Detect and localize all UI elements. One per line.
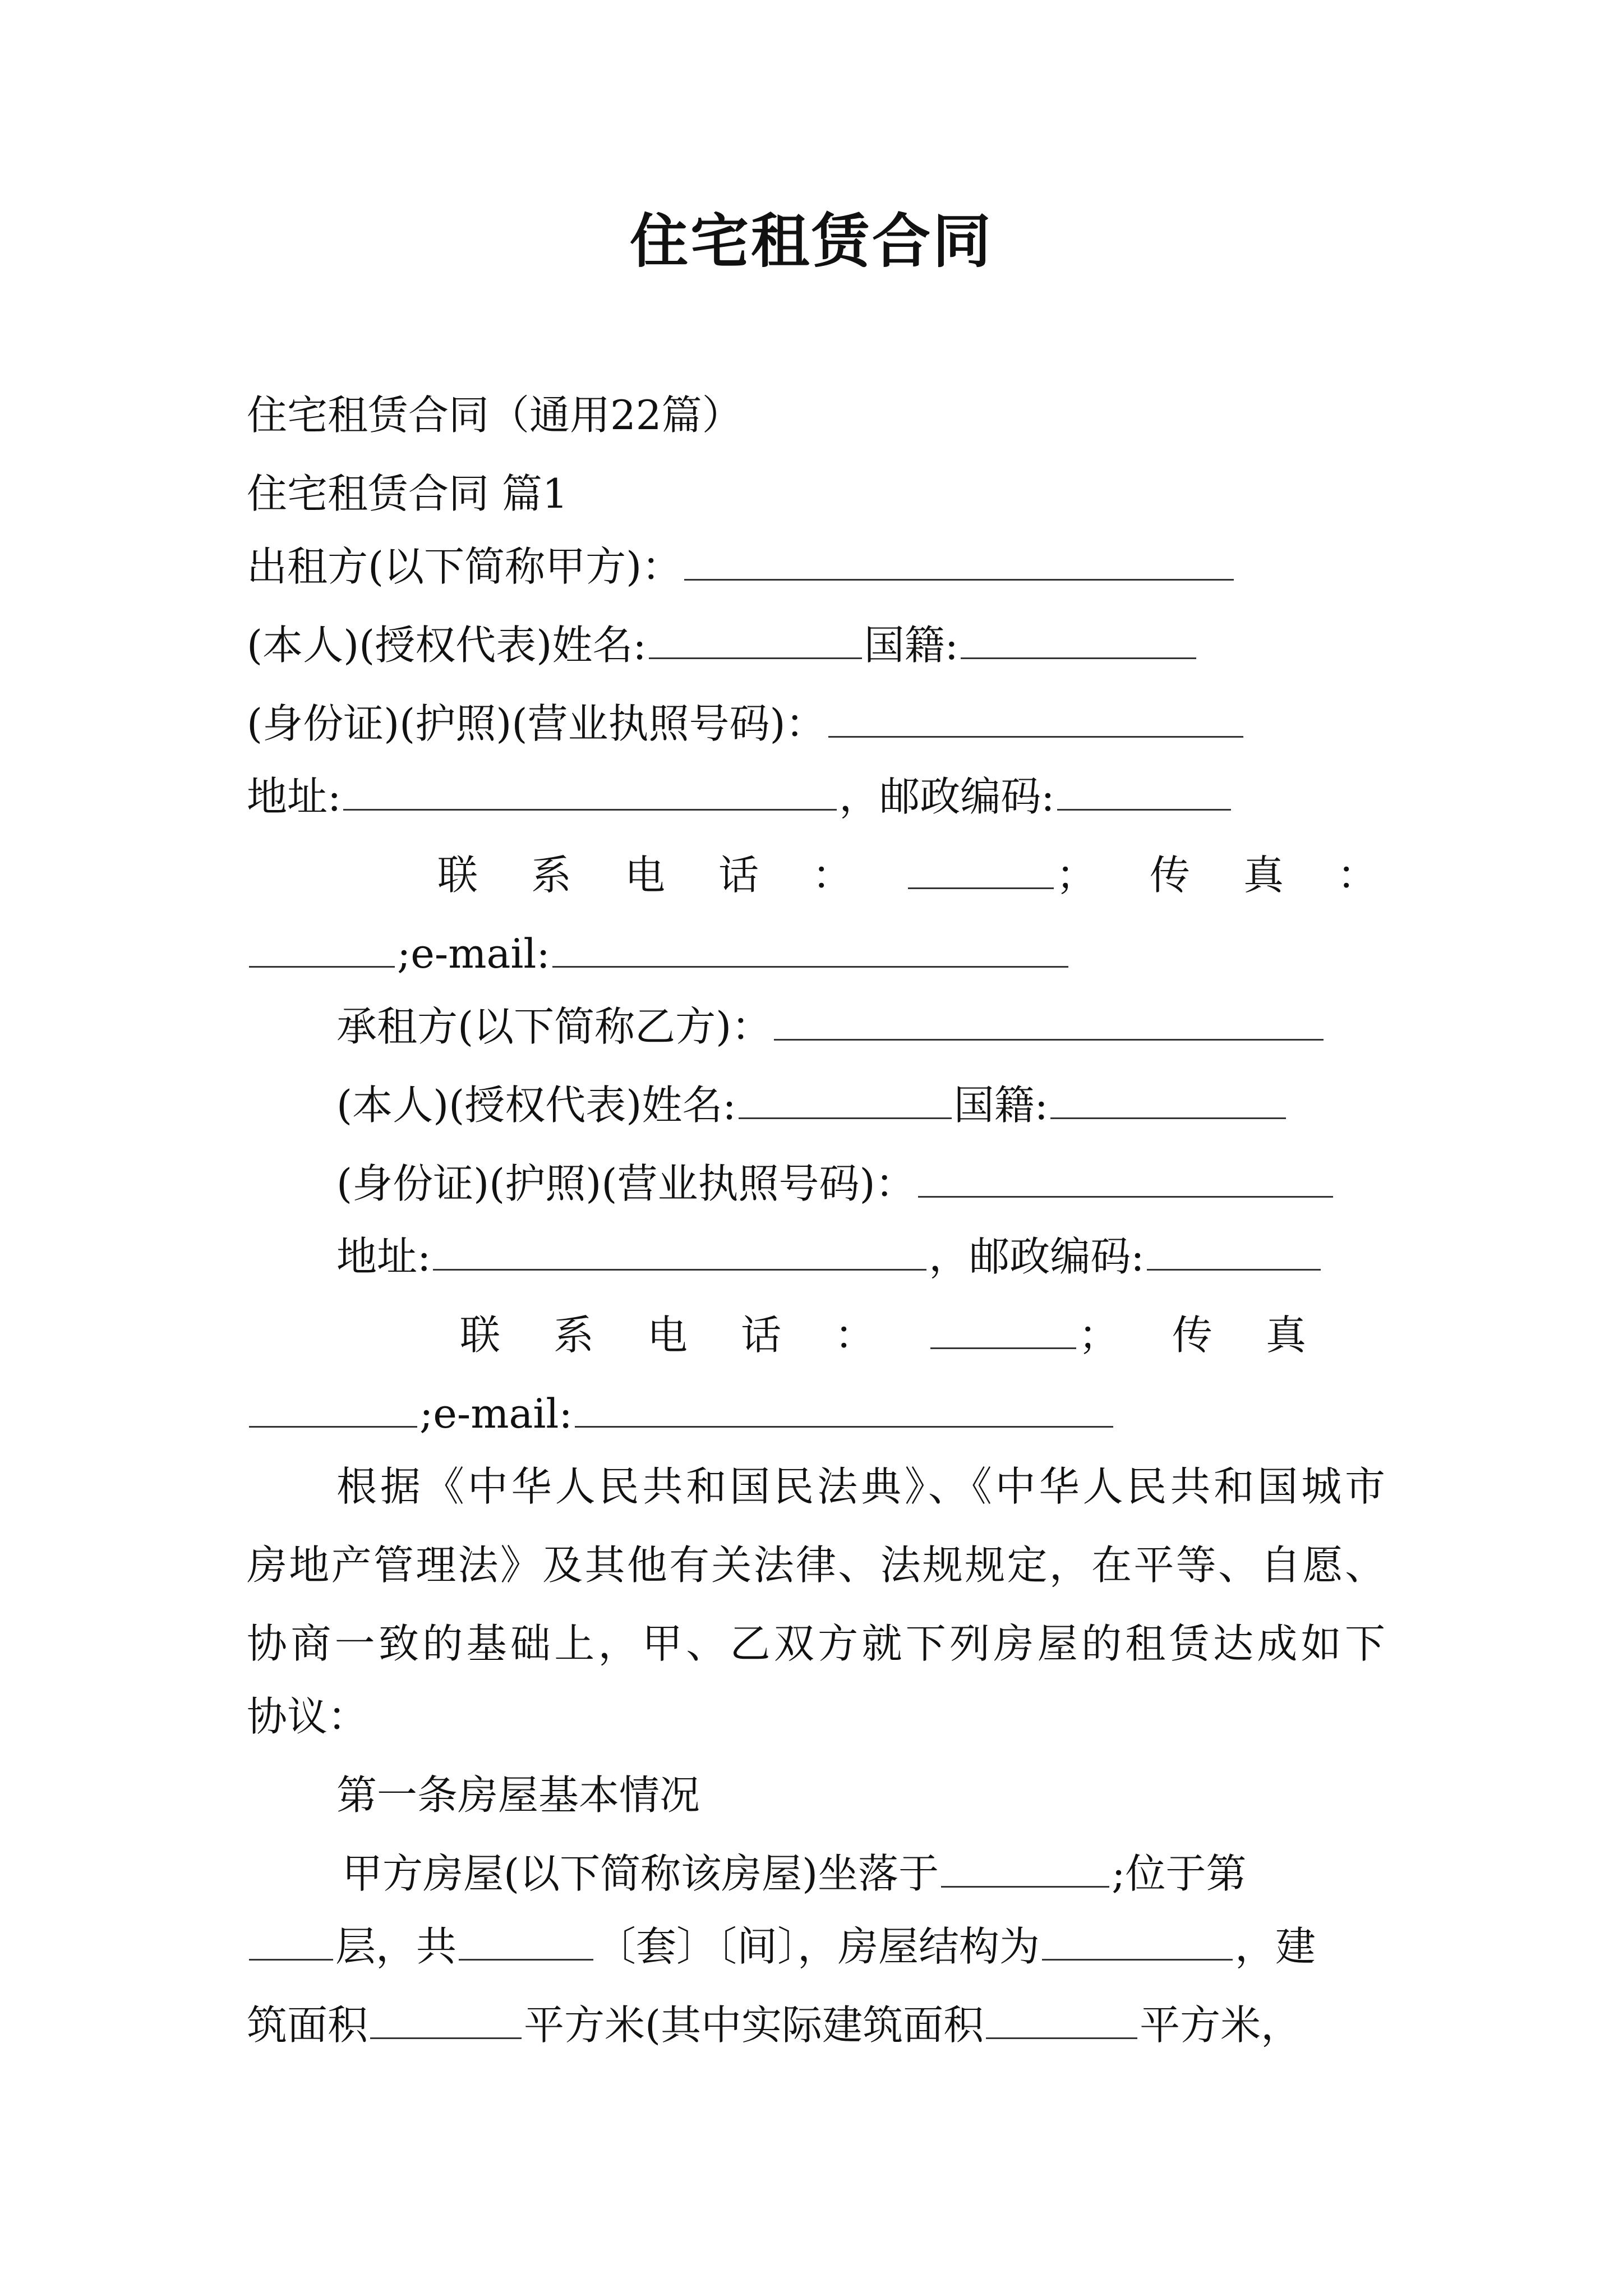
lessor-email-blank[interactable] [552, 927, 1068, 968]
article1-structure-label: 〔套〕〔间〕，房屋结构为 [596, 1923, 1040, 1970]
lessor-email-line [247, 926, 1385, 982]
article1-line-3 [247, 1997, 1385, 2053]
article1-area-blank[interactable] [370, 1998, 522, 2039]
lessee-fax-label: ；传真 [1078, 1312, 1360, 1359]
lessor-line [247, 539, 1385, 595]
lessor-address-line [247, 769, 1385, 825]
lessor-address-blank[interactable] [343, 770, 837, 811]
lessee-line [336, 999, 1475, 1055]
lessee-name-label: (本人)(授权代表)姓名: [336, 1082, 736, 1129]
lessor-phone-line [437, 847, 1431, 903]
subtitle: 住宅租赁合同（通用22篇） [247, 392, 743, 439]
lessee-label: 承租方(以下简称乙方)： [336, 1003, 772, 1050]
lessee-phone-line [460, 1307, 1385, 1363]
article1-heading: 第一条房屋基本情况 [336, 1772, 700, 1819]
lessee-address-line [336, 1228, 1475, 1285]
article1-structure-blank[interactable] [1042, 1920, 1233, 1961]
lessee-phone-label: 联系电话： [460, 1312, 929, 1359]
article1-location-blank[interactable] [941, 1847, 1109, 1888]
preamble-line-1: 根据《中华人民共和国民法典》、《中华人民共和国城市 [336, 1463, 1385, 1510]
lessee-address-label: 地址: [336, 1233, 431, 1280]
lessee-address-blank[interactable] [433, 1230, 926, 1271]
lessor-postcode-label: ，邮政编码: [839, 773, 1055, 820]
lessee-name-blank[interactable] [774, 1000, 1324, 1041]
article1-location-label: 甲方房屋(以下简称该房屋)坐落于 [342, 1850, 939, 1897]
article1-units-blank[interactable] [459, 1920, 593, 1961]
article1-line-1 [342, 1846, 1385, 1902]
lessor-id-line [247, 696, 1385, 752]
lessor-id-label: (身份证)(护照)(营业执照号码)： [247, 700, 826, 747]
lessee-email-blank[interactable] [575, 1387, 1113, 1428]
lessor-name-label: (本人)(授权代表)姓名: [247, 622, 647, 669]
lessor-address-label: 地址: [247, 773, 342, 820]
article1-area-label: 筑面积 [247, 2001, 368, 2049]
lessee-email-line [247, 1386, 1385, 1442]
lessee-nationality-label: 国籍: [953, 1082, 1048, 1129]
article1-actual-area-label: 平方米(其中实际建筑面积 [524, 2001, 984, 2049]
article1-line-2 [247, 1918, 1385, 1975]
preamble-line-4: 协议： [247, 1693, 368, 1740]
lessor-phone-blank[interactable] [908, 848, 1054, 889]
lessor-email-label: ;e-mail: [397, 930, 550, 977]
article1-floor-label: ;位于第 [1112, 1850, 1247, 1897]
lessor-phone-label: 联系电话： [437, 852, 906, 899]
lessor-fax-label: ；传真： [1056, 852, 1431, 899]
lessee-postcode-blank[interactable] [1147, 1230, 1321, 1271]
lessor-label: 出租方(以下简称甲方)： [247, 543, 683, 590]
lessee-id-label: (身份证)(护照)(营业执照号码)： [336, 1160, 916, 1207]
article1-actual-area-blank[interactable] [986, 1998, 1137, 2039]
lessor-id-blank[interactable] [828, 697, 1243, 738]
article1-build-label: ，建 [1235, 1923, 1316, 1970]
lessee-postcode-label: ，邮政编码: [929, 1233, 1145, 1280]
lessor-name-blank[interactable] [684, 540, 1234, 581]
lessor-name-line [247, 617, 1385, 673]
lessee-name-line [336, 1077, 1475, 1133]
lessee-nationality-blank[interactable] [1050, 1078, 1286, 1119]
preamble-line-2: 房地产管理法》及其他有关法律、法规规定，在平等、自愿、 [247, 1542, 1385, 1589]
page-title: 住宅租赁合同 [629, 206, 993, 275]
article1-units-label: 层，共 [335, 1923, 457, 1970]
article1-floor-blank[interactable] [249, 1920, 333, 1961]
lessee-id-blank[interactable] [918, 1157, 1333, 1198]
chapter-heading: 住宅租赁合同 篇1 [247, 470, 568, 517]
lessor-person-blank[interactable] [649, 618, 862, 659]
lessee-phone-blank[interactable] [930, 1308, 1076, 1349]
lessor-fax-blank[interactable] [249, 927, 395, 968]
lessor-nationality-label: 国籍: [864, 622, 958, 669]
lessor-nationality-blank[interactable] [961, 618, 1196, 659]
lessee-person-blank[interactable] [739, 1078, 952, 1119]
lessee-email-label: ;e-mail: [419, 1390, 573, 1437]
lessee-id-line [336, 1156, 1475, 1212]
preamble-line-3: 协商一致的基础上，甲、乙双方就下列房屋的租赁达成如下 [247, 1620, 1385, 1667]
article1-sqm-label: 平方米， [1140, 2001, 1302, 2049]
lessee-fax-blank[interactable] [249, 1387, 417, 1428]
lessor-postcode-blank[interactable] [1057, 770, 1231, 811]
